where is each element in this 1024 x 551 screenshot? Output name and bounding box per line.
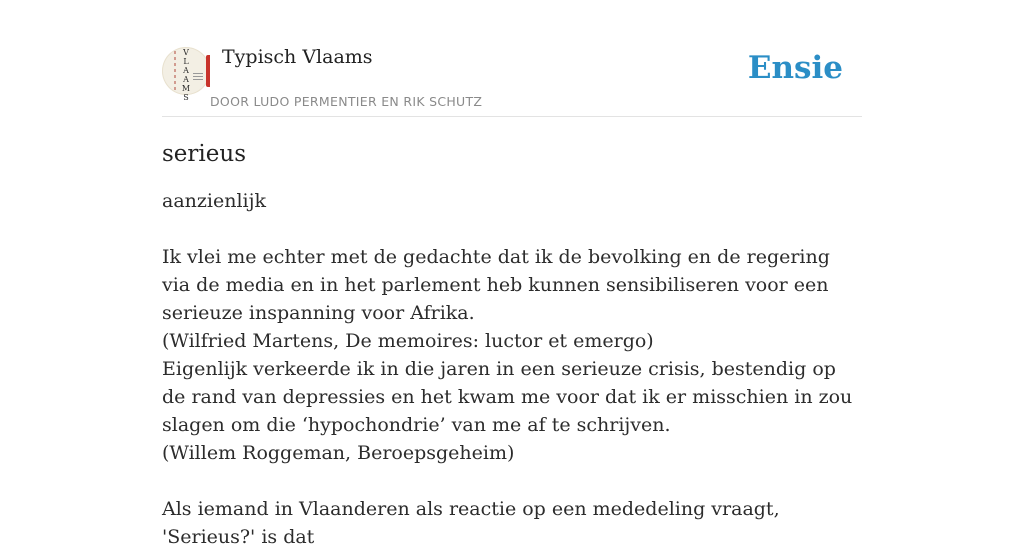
page-header (162, 40, 862, 117)
ensie-logo-link[interactable]: Ensie (747, 50, 843, 86)
cover-lines (193, 73, 203, 74)
book-authors: DOOR LUDO PERMENTIER EN RIK SCHUTZ (210, 94, 483, 109)
book-title-link[interactable]: Typisch Vlaams (222, 46, 373, 68)
entry-content (162, 138, 862, 551)
entry-note: Als iemand in Vlaanderen als reactie op een mededeling vraagt, 'Serieus?' is dat (162, 498, 780, 548)
book-cover-image[interactable] (162, 47, 210, 102)
example-source: (Willem Roggeman, Beroepsgeheim) (162, 442, 515, 464)
cover-decoration (174, 51, 176, 91)
examples-block (162, 243, 862, 467)
cover-red-bar (206, 55, 210, 87)
example-quote: Ik vlei me echter met de gedachte dat ik de bevolking en de regering via de media en in het parlement heb kunnen sensibiliseren voor een serieuze inspanning voor Afrika. (162, 246, 830, 324)
cover-letters: V L A A M S (181, 48, 191, 102)
example-source: (Wilfried Martens, De memoires: luctor et emergo) (162, 330, 654, 352)
entry-definition: aanzienlijk (162, 190, 267, 212)
entry-title: serieus (162, 141, 246, 167)
example-quote: Eigenlijk verkeerde ik in die jaren in een serieuze crisis, bestendig op de rand van depressies en het kwam me voor dat ik er misschien in zou slagen om die ‘hypochondrie’ van me af te schrijven. (162, 358, 853, 436)
